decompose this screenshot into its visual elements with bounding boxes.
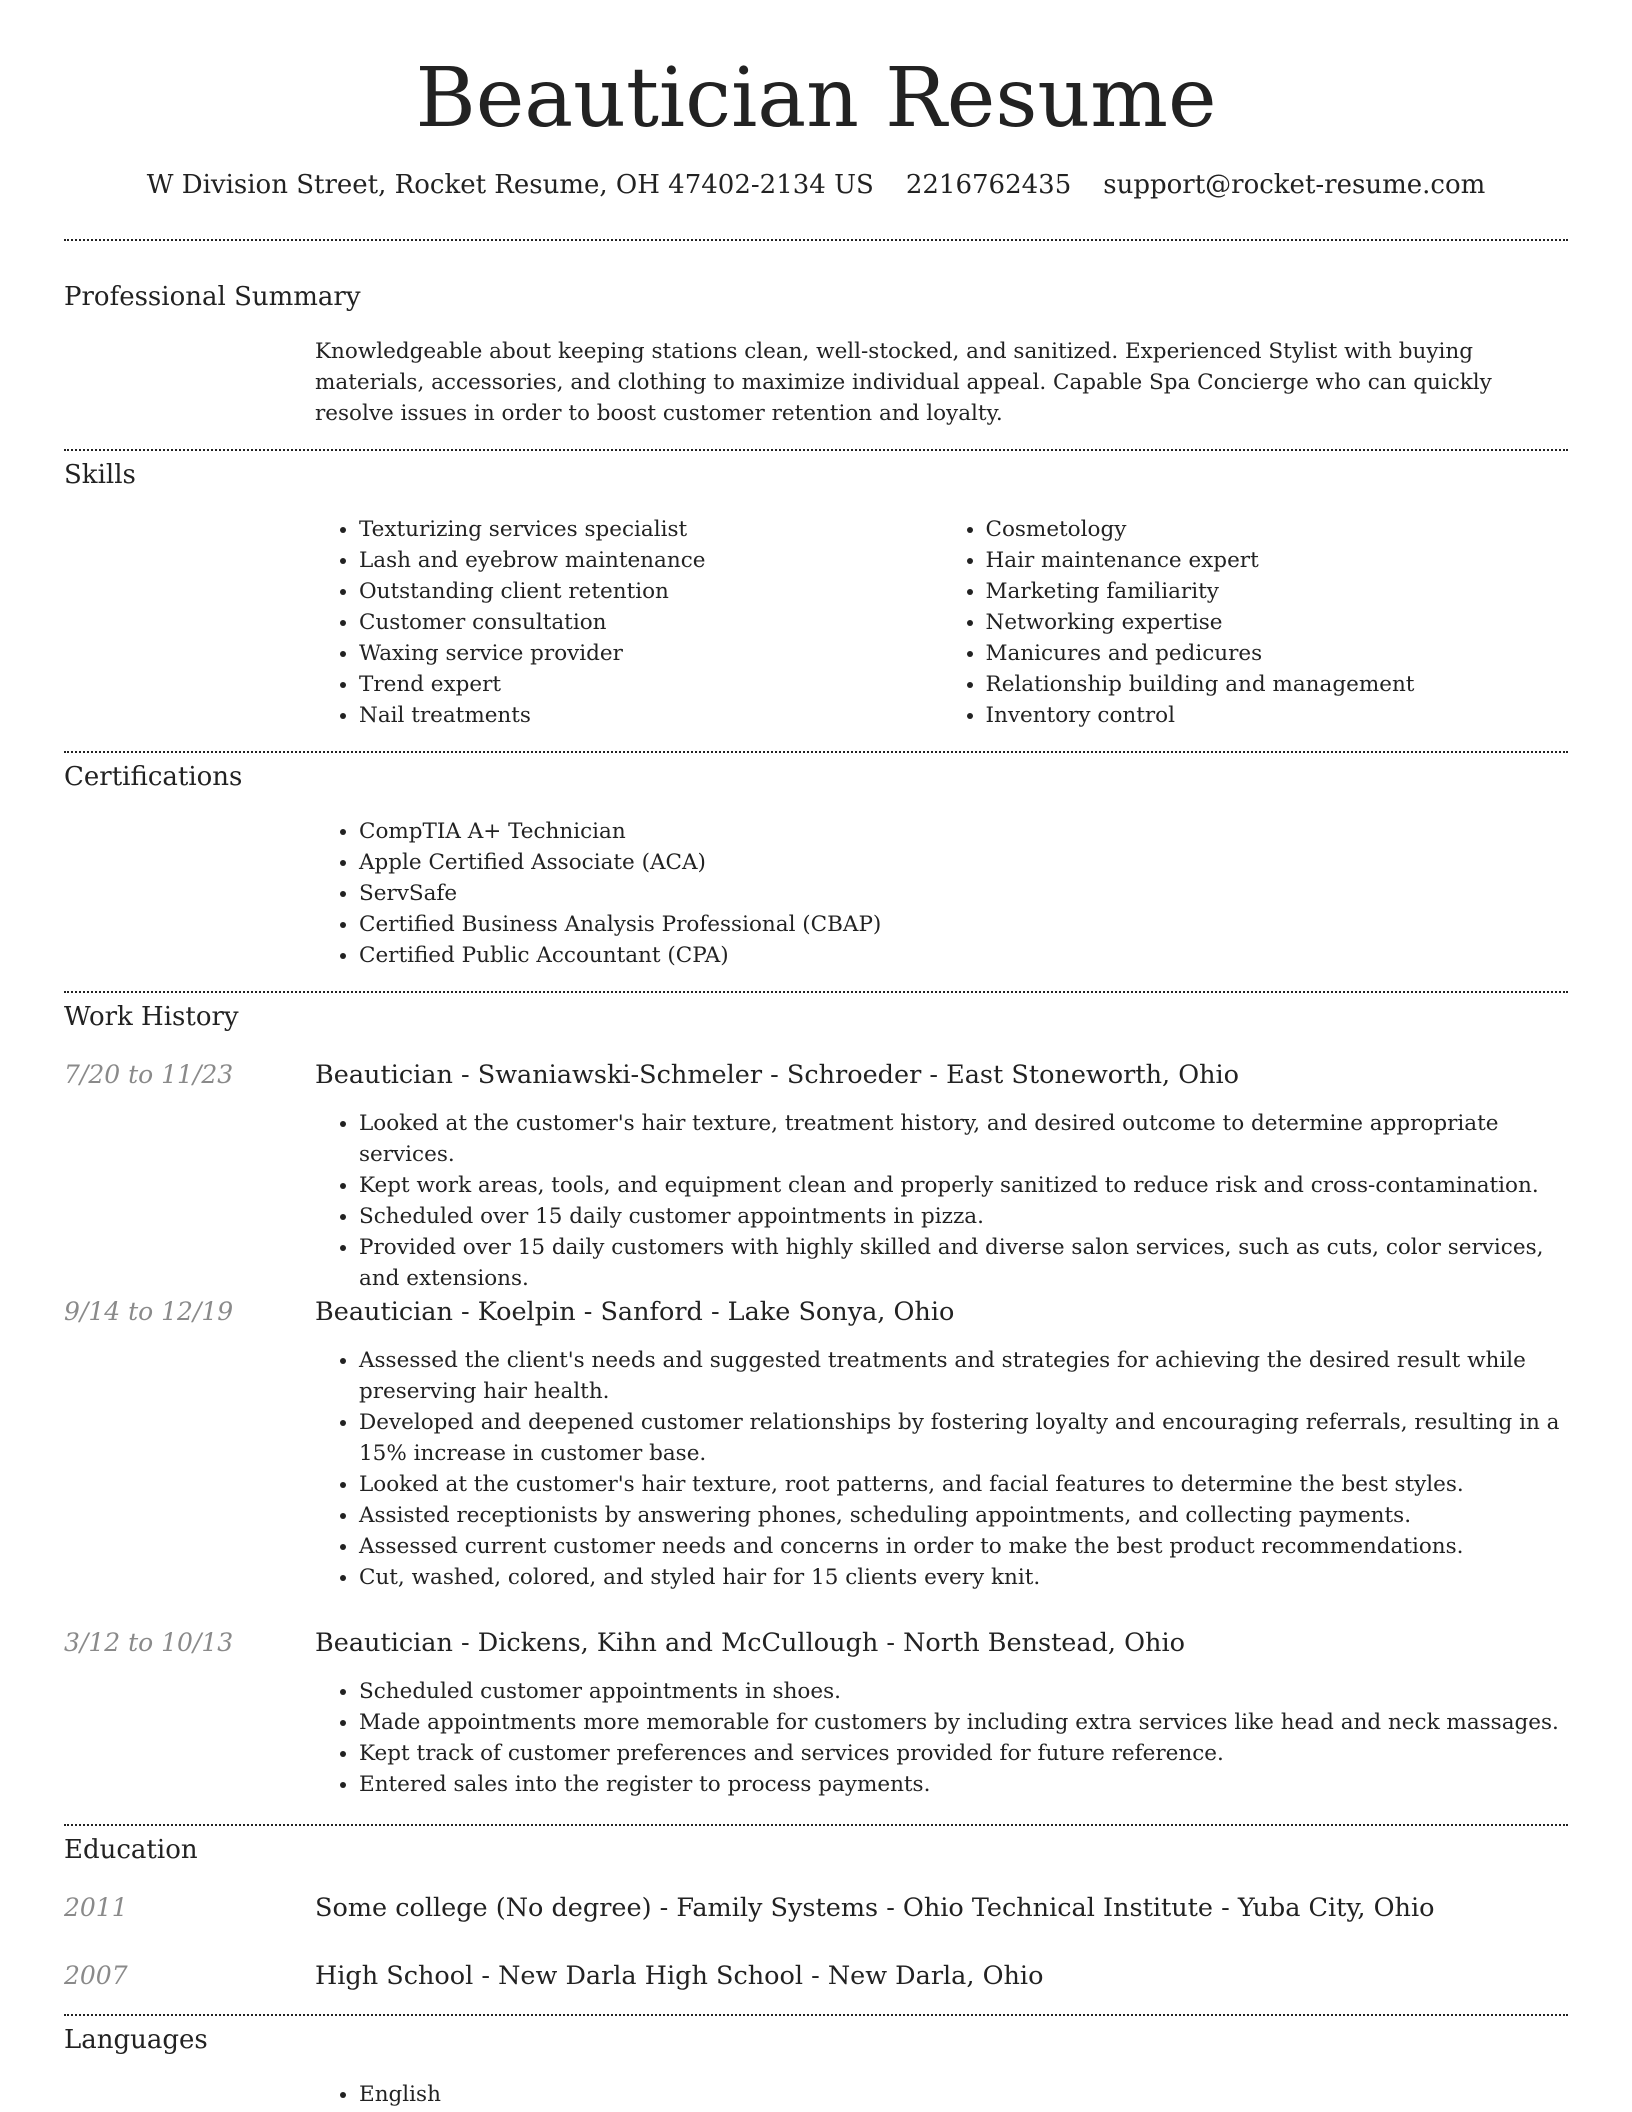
job-bullet: • Looked at the customer's hair texture, root patterns, and facial features to determine the best styles. bbox=[359, 1469, 1568, 1500]
job-header bbox=[64, 1060, 1568, 1090]
education-entry bbox=[64, 1893, 1568, 1923]
education-year: 2011 bbox=[64, 1893, 128, 1922]
section-title-skills: Skills bbox=[64, 460, 136, 490]
education-row bbox=[64, 1893, 1568, 1923]
skill-item: • Relationship building and management bbox=[986, 669, 1569, 700]
job-title: Beautician - Swaniawski-Schmeler - Schroeder - East Stoneworth, Ohio bbox=[315, 1060, 1240, 1090]
language-item: • English bbox=[359, 2079, 1568, 2110]
skill-item: • Networking expertise bbox=[986, 607, 1569, 638]
certification-item: • CompTIA A+ Technician bbox=[359, 816, 1568, 847]
job-entry bbox=[64, 1060, 1568, 1294]
certifications-section bbox=[64, 762, 1568, 971]
job-bullets bbox=[315, 1345, 1568, 1593]
skill-item: • Outstanding client retention bbox=[359, 576, 942, 607]
job-bullet: • Kept track of customer preferences and services provided for future reference. bbox=[359, 1738, 1568, 1769]
education-section bbox=[64, 1835, 1568, 1865]
skill-item: • Nail treatments bbox=[359, 700, 942, 731]
education-entry bbox=[64, 1961, 1568, 1991]
work-history-section bbox=[64, 1002, 1568, 1032]
skill-item: • Customer consultation bbox=[359, 607, 942, 638]
divider bbox=[64, 1824, 1568, 1826]
job-title: Beautician - Dickens, Kihn and McCullough - North Benstead, Ohio bbox=[315, 1628, 1185, 1658]
job-bullet: • Assessed current customer needs and concerns in order to make the best product recommendations. bbox=[359, 1531, 1568, 1562]
summary-text: Knowledgeable about keeping stations clean, well-stocked, and sanitized. Experienced Stylist with buying materials, accessories, and clothing to maximize individual appeal. Capable Spa Concierge who can quickly resolve issues in order to boost customer retention and loyalty. bbox=[315, 339, 1492, 426]
section-title-summary: Professional Summary bbox=[64, 282, 361, 312]
job-entry bbox=[64, 1628, 1568, 1800]
job-dates: 7/20 to 11/23 bbox=[64, 1060, 234, 1089]
section-title-certifications: Certifications bbox=[64, 762, 243, 792]
skill-item: • Cosmetology bbox=[986, 514, 1569, 545]
job-dates: 3/12 to 10/13 bbox=[64, 1628, 234, 1657]
education-year: 2007 bbox=[64, 1961, 128, 1990]
skill-item: • Lash and eyebrow maintenance bbox=[359, 545, 942, 576]
skills-columns bbox=[315, 514, 1568, 731]
certification-item: • ServSafe bbox=[359, 878, 1568, 909]
education-text: Some college (No degree) - Family Systems - Ohio Technical Institute - Yuba City, Ohio bbox=[315, 1893, 1435, 1923]
skill-item: • Inventory control bbox=[986, 700, 1569, 731]
languages-list bbox=[315, 2079, 1568, 2110]
contact-phone: 2216762435 bbox=[905, 170, 1072, 201]
resume-header bbox=[0, 0, 1632, 200]
job-title: Beautician - Koelpin - Sanford - Lake Sonya, Ohio bbox=[315, 1297, 955, 1327]
job-bullets-wrap bbox=[315, 1108, 1568, 1294]
skill-item: • Waxing service provider bbox=[359, 638, 942, 669]
divider bbox=[64, 991, 1568, 993]
certifications-list bbox=[315, 816, 1568, 971]
section-title-education: Education bbox=[64, 1835, 198, 1865]
section-title-work: Work History bbox=[64, 1002, 239, 1032]
resume-title: Beautician Resume bbox=[415, 51, 1217, 146]
skill-item: • Manicures and pedicures bbox=[986, 638, 1569, 669]
certification-item: • Apple Certified Associate (ACA) bbox=[359, 847, 1568, 878]
divider bbox=[64, 751, 1568, 753]
skills-section bbox=[64, 460, 1568, 731]
job-bullet: • Kept work areas, tools, and equipment clean and properly sanitized to reduce risk and cross-contamination. bbox=[359, 1170, 1568, 1201]
certification-item: • Certified Public Accountant (CPA) bbox=[359, 940, 1568, 971]
job-bullet: • Assessed the client's needs and suggested treatments and strategies for achieving the desired result while preserving hair health. bbox=[359, 1345, 1568, 1407]
job-bullet: • Scheduled customer appointments in shoes. bbox=[359, 1676, 1568, 1707]
skill-item: • Trend expert bbox=[359, 669, 942, 700]
languages-section bbox=[64, 2025, 1568, 2110]
job-bullets-wrap bbox=[315, 1345, 1568, 1593]
job-bullet: • Made appointments more memorable for customers by including extra services like head and neck massages. bbox=[359, 1707, 1568, 1738]
job-bullets bbox=[315, 1108, 1568, 1294]
education-text: High School - New Darla High School - New Darla, Ohio bbox=[315, 1961, 1044, 1991]
education-row bbox=[64, 1961, 1568, 1991]
skill-item: • Hair maintenance expert bbox=[986, 545, 1569, 576]
job-bullets bbox=[315, 1676, 1568, 1800]
contact-address: W Division Street, Rocket Resume, OH 47402-2134 US bbox=[146, 170, 874, 201]
skill-item: • Texturizing services specialist bbox=[359, 514, 942, 545]
job-dates: 9/14 to 12/19 bbox=[64, 1297, 234, 1326]
job-bullets-wrap bbox=[315, 1676, 1568, 1800]
job-bullet: • Assisted receptionists by answering phones, scheduling appointments, and collecting payments. bbox=[359, 1500, 1568, 1531]
job-entry bbox=[64, 1297, 1568, 1593]
job-bullet: • Scheduled over 15 daily customer appointments in pizza. bbox=[359, 1201, 1568, 1232]
job-bullet: • Developed and deepened customer relationships by fostering loyalty and encouraging referrals, resulting in a 15% increase in customer base. bbox=[359, 1407, 1568, 1469]
job-header bbox=[64, 1297, 1568, 1327]
job-header bbox=[64, 1628, 1568, 1658]
certifications-list-wrap bbox=[315, 816, 1568, 971]
skill-item: • Marketing familiarity bbox=[986, 576, 1569, 607]
contact-email: support@rocket-resume.com bbox=[1103, 170, 1486, 201]
section-title-languages: Languages bbox=[64, 2025, 208, 2055]
languages-list-wrap bbox=[315, 2079, 1568, 2110]
skills-list-left bbox=[315, 514, 942, 731]
job-bullet: • Entered sales into the register to process payments. bbox=[359, 1769, 1568, 1800]
contact-line bbox=[0, 170, 1632, 200]
certification-item: • Certified Business Analysis Professional (CBAP) bbox=[359, 909, 1568, 940]
job-bullet: • Looked at the customer's hair texture, treatment history, and desired outcome to determine appropriate services. bbox=[359, 1108, 1568, 1170]
job-bullet: • Provided over 15 daily customers with highly skilled and diverse salon services, such as cuts, color services, and extensions. bbox=[359, 1232, 1568, 1294]
divider bbox=[64, 449, 1568, 451]
summary-section bbox=[64, 282, 1568, 429]
job-bullet: • Cut, washed, colored, and styled hair for 15 clients every knit. bbox=[359, 1562, 1568, 1593]
skills-list-right bbox=[942, 514, 1569, 731]
divider bbox=[64, 239, 1568, 241]
divider bbox=[64, 2014, 1568, 2016]
